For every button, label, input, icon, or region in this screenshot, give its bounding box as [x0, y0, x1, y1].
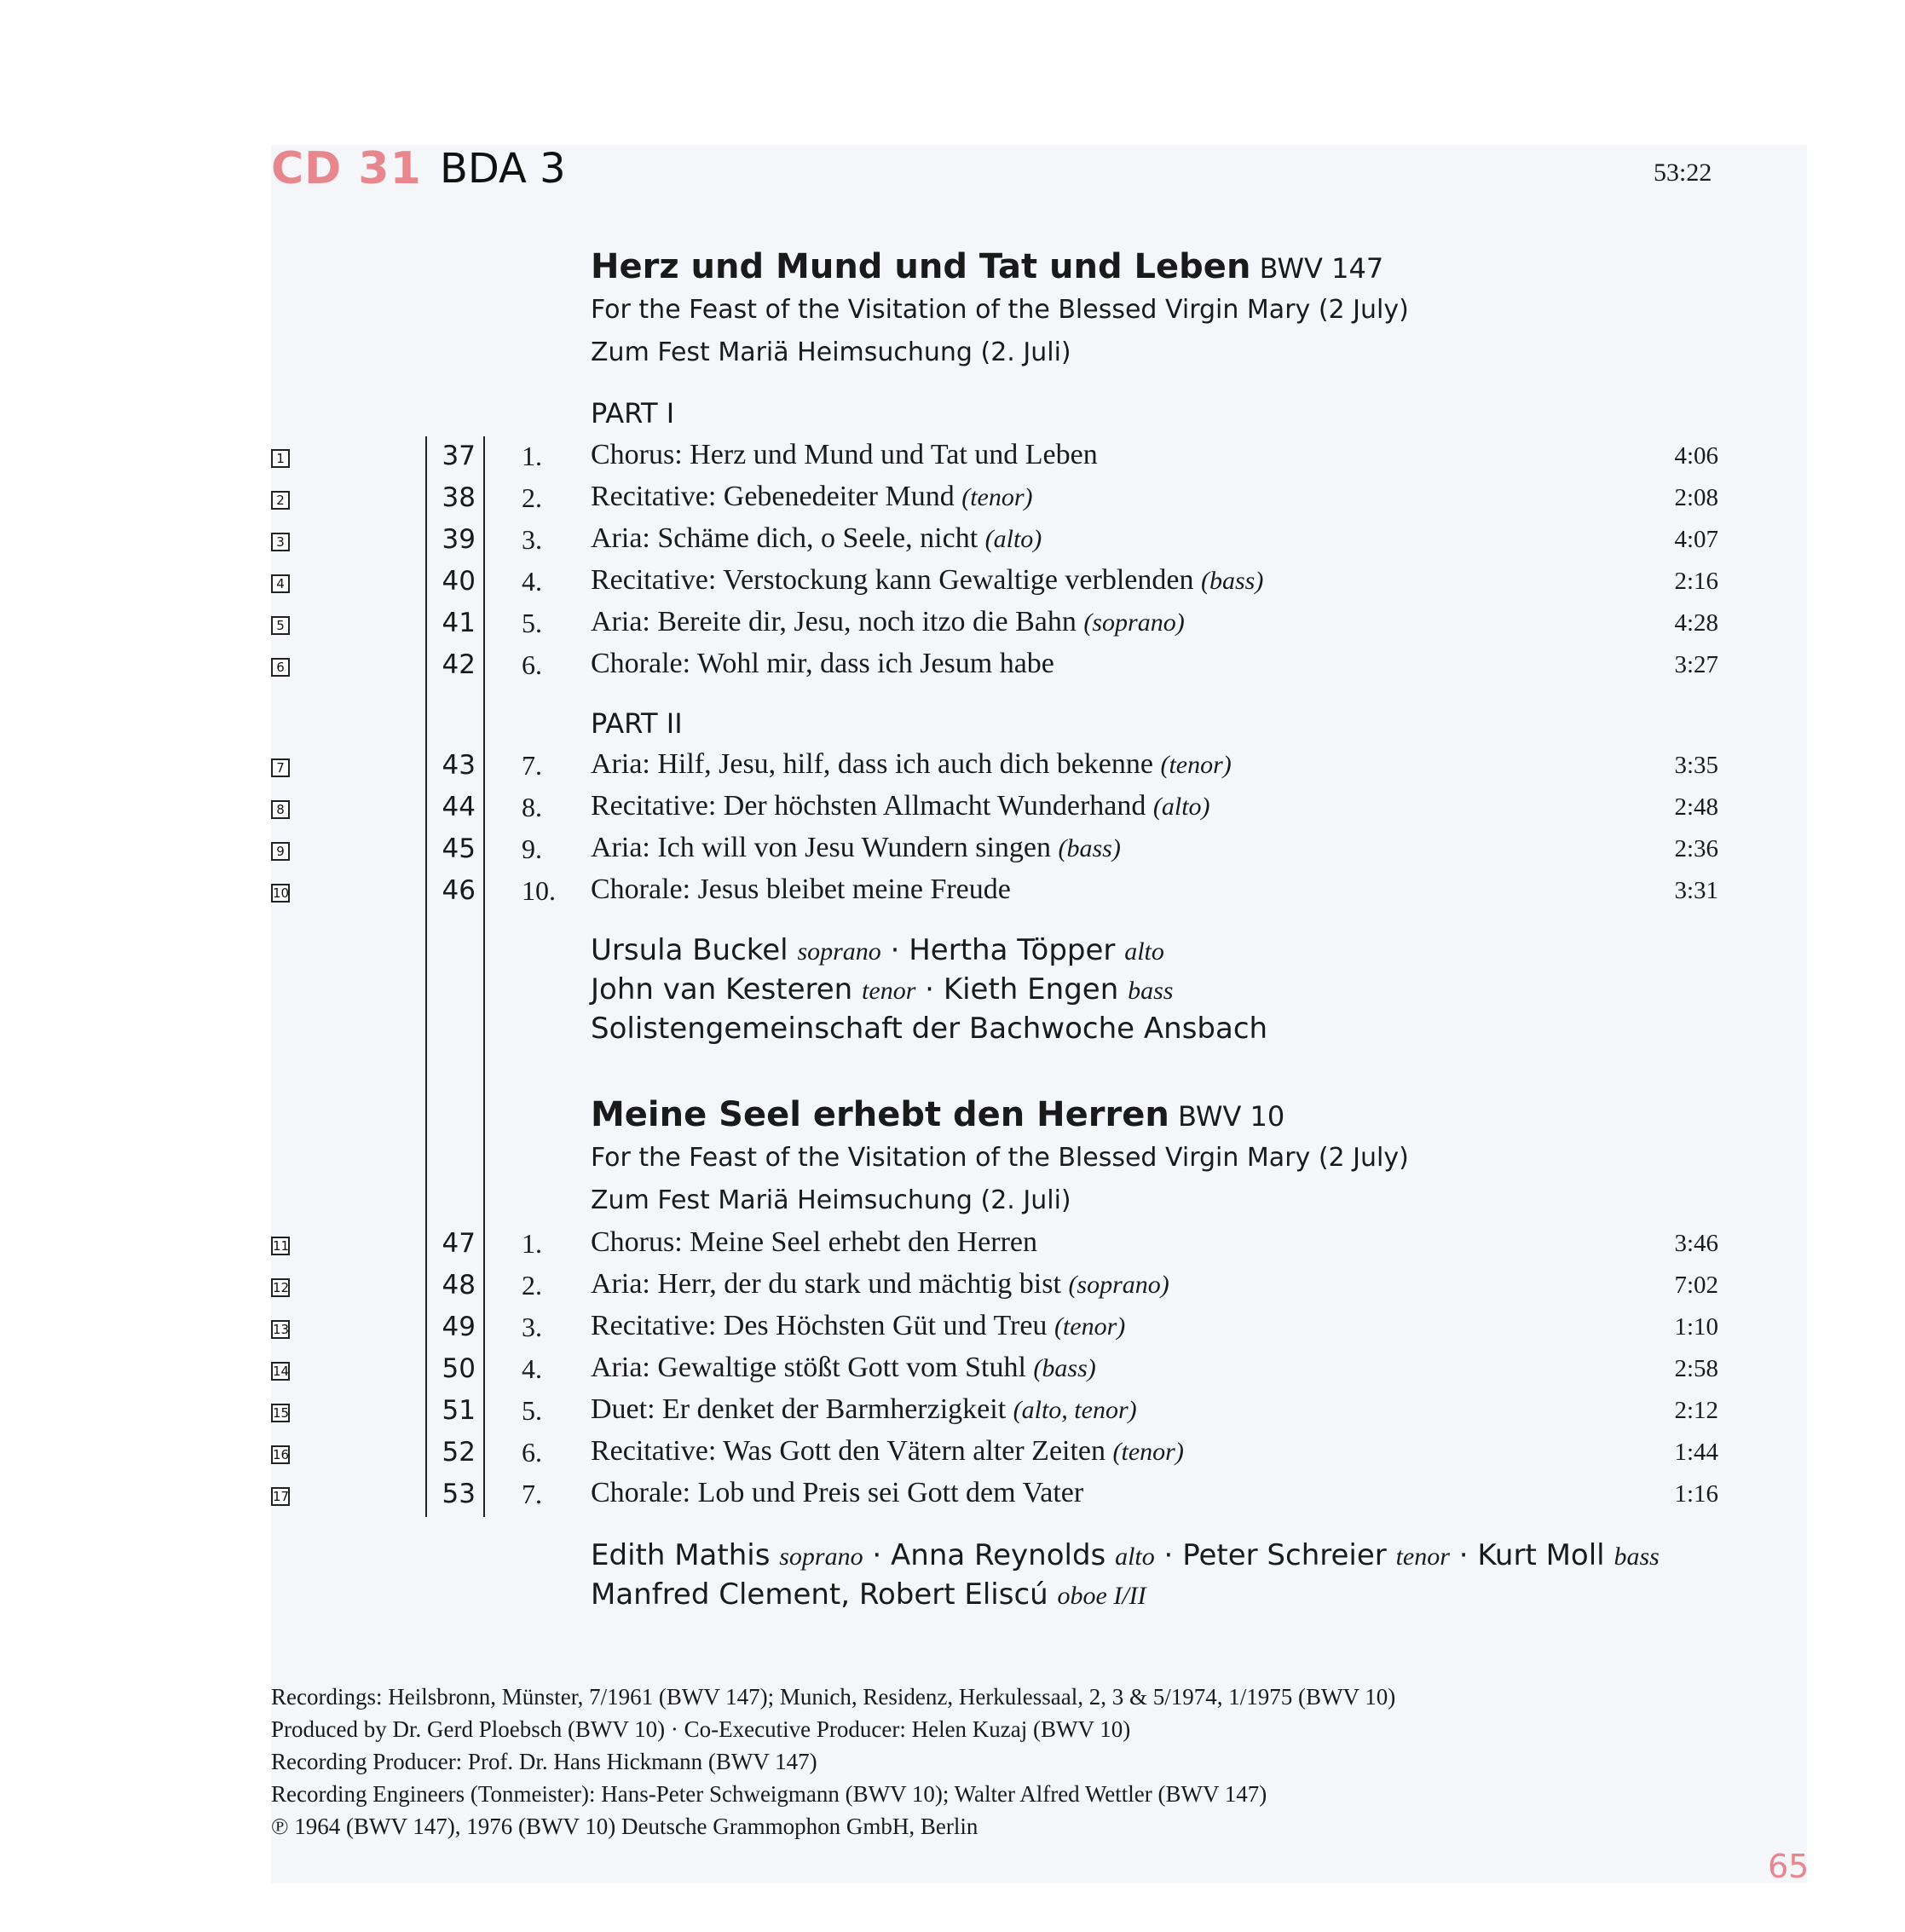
- page-number: 65: [1768, 1848, 1810, 1885]
- disc-track-number: 45: [442, 833, 476, 864]
- performer-role: bass: [1128, 977, 1174, 1005]
- disc-track-number: 50: [442, 1353, 476, 1384]
- disc-track-number: 44: [442, 792, 476, 822]
- movement-number: 1.: [522, 1228, 542, 1259]
- total-duration: 53:22: [1654, 159, 1712, 187]
- track-index-box: 11: [273, 1238, 290, 1254]
- movement-name: Chorus: Meine Seel erhebt den Herren: [591, 1226, 1037, 1258]
- movement-name: Aria: Herr, der du stark und mächtig bist: [591, 1268, 1061, 1300]
- movement-name: Recitative: Verstockung kann Gewaltige verblenden: [591, 564, 1194, 596]
- disc-track-number: 51: [442, 1395, 476, 1426]
- track-duration: 1:16: [1674, 1480, 1718, 1508]
- track-index-box: 10: [273, 885, 290, 901]
- work-name: Herz und Mund und Tat und Leben: [591, 247, 1251, 286]
- disc-track-number: 41: [442, 608, 476, 638]
- movement-number: 6.: [522, 649, 542, 680]
- track-duration: 2:58: [1674, 1355, 1718, 1382]
- credit-line: Recording Producer: Prof. Dr. Hans Hickmann (BWV 147): [271, 1749, 817, 1774]
- movement-title: [591, 439, 1098, 471]
- subtitle-english: For the Feast of the Visitation of the Blessed Virgin Mary (2 July): [591, 295, 1409, 325]
- voice-type: (alto): [984, 525, 1042, 553]
- movement-number: 2.: [522, 482, 542, 513]
- performer-name: Peter Schreier: [1182, 1538, 1387, 1572]
- voice-type: (bass): [1033, 1354, 1096, 1382]
- track-duration: 4:28: [1674, 609, 1718, 637]
- performer-role: soprano: [797, 937, 881, 966]
- performer-role: alto: [1115, 1543, 1155, 1571]
- disc-track-number: 48: [442, 1270, 476, 1300]
- movement-number: 9.: [522, 833, 542, 864]
- column-rule-left: [425, 436, 427, 1517]
- movement-name: Chorale: Jesus bleibet meine Freude: [591, 874, 1011, 905]
- performer-name: Solistengemeinschaft der Bachwoche Ansbach: [591, 1012, 1268, 1046]
- track-index-box: 17: [273, 1489, 290, 1504]
- movement-number: 3.: [522, 524, 542, 555]
- movement-name: Aria: Gewaltige stößt Gott vom Stuhl: [591, 1352, 1026, 1383]
- performer-line: John van Kesteren tenor · Kieth Engen bass: [591, 972, 1174, 1006]
- movement-title: [591, 481, 1033, 513]
- movement-number: 5.: [522, 608, 542, 638]
- performer-name: Edith Mathis: [591, 1538, 771, 1572]
- track-duration: 2:12: [1674, 1397, 1718, 1424]
- movement-title: [591, 522, 1042, 555]
- movement-title: [591, 874, 1011, 906]
- track-duration: 4:06: [1674, 442, 1718, 470]
- performer-name: John van Kesteren: [591, 972, 853, 1006]
- performer-role: tenor: [862, 977, 916, 1005]
- track-duration: 1:44: [1674, 1439, 1718, 1466]
- track-duration: 2:16: [1674, 568, 1718, 595]
- movement-name: Chorale: Wohl mir, dass ich Jesum habe: [591, 648, 1054, 679]
- movement-title: [591, 790, 1210, 822]
- track-duration: 1:10: [1674, 1313, 1718, 1341]
- movement-name: Aria: Schäme dich, o Seele, nicht: [591, 522, 978, 554]
- track-duration: 2:08: [1674, 484, 1718, 511]
- track-index-box: 8: [271, 800, 290, 819]
- performer-role: oboe I/II: [1057, 1582, 1146, 1610]
- movement-name: Aria: Ich will von Jesu Wundern singen: [591, 832, 1052, 863]
- movement-title: [591, 1226, 1037, 1259]
- disc-track-number: 49: [442, 1312, 476, 1342]
- movement-title: [591, 832, 1121, 864]
- performer-line: Ursula Buckel soprano · Hertha Töpper alto: [591, 933, 1164, 967]
- performer-role: bass: [1613, 1543, 1660, 1571]
- performer-name: Anna Reynolds: [891, 1538, 1106, 1572]
- performer-name: Kurt Moll: [1477, 1538, 1605, 1572]
- voice-type: (alto): [1152, 793, 1210, 821]
- movement-number: 7.: [522, 750, 542, 781]
- movement-title: [591, 648, 1054, 680]
- voice-type: (soprano): [1068, 1271, 1169, 1299]
- performer-line: [591, 1577, 1146, 1612]
- movement-title: [591, 1435, 1184, 1468]
- movement-title: [591, 1352, 1096, 1384]
- performer-name: Manfred Clement, Robert Eliscú: [591, 1577, 1048, 1612]
- movement-title: [591, 1268, 1169, 1300]
- track-duration: 2:48: [1674, 793, 1718, 821]
- disc-track-number: 52: [442, 1437, 476, 1468]
- track-index-box: 13: [273, 1322, 290, 1337]
- movement-number: 6.: [522, 1437, 542, 1468]
- movement-name: Recitative: Des Höchsten Güt und Treu: [591, 1310, 1048, 1341]
- movement-name: Recitative: Gebenedeiter Mund: [591, 481, 955, 512]
- voice-type: (bass): [1200, 567, 1264, 595]
- work-name: Meine Seel erhebt den Herren: [591, 1095, 1169, 1134]
- disc-track-number: 38: [442, 482, 476, 513]
- movement-name: Recitative: Der höchsten Allmacht Wunderhand: [591, 790, 1146, 822]
- voice-type: (tenor): [961, 483, 1033, 511]
- movement-title: [591, 1477, 1083, 1509]
- movement-title: [591, 606, 1185, 638]
- movement-number: 3.: [522, 1312, 542, 1342]
- disc-track-number: 46: [442, 875, 476, 906]
- track-duration: 4:07: [1674, 526, 1718, 553]
- track-index-box: 5: [271, 616, 290, 635]
- performer-role: alto: [1124, 937, 1164, 966]
- credit-line: Produced by Dr. Gerd Ploebsch (BWV 10) · Co-Executive Producer: Helen Kuzaj (BWV 10): [271, 1716, 1131, 1742]
- movement-number: 7.: [522, 1479, 542, 1509]
- voice-type: (soprano): [1083, 608, 1185, 637]
- movement-title: [591, 1393, 1137, 1426]
- track-index-box: 15: [273, 1405, 290, 1421]
- track-index-box: 6: [271, 658, 290, 677]
- track-index-box: 7: [271, 758, 290, 777]
- voice-type: (alto, tenor): [1013, 1396, 1137, 1424]
- bwv-number: BWV 147: [1250, 252, 1384, 285]
- performer-role: soprano: [779, 1543, 863, 1571]
- movement-number: 1.: [522, 441, 542, 471]
- movement-title: [591, 1310, 1125, 1342]
- disc-track-number: 42: [442, 649, 476, 680]
- performer-name: Ursula Buckel: [591, 933, 788, 967]
- track-duration: 3:46: [1674, 1230, 1718, 1257]
- movement-name: Chorus: Herz und Mund und Tat und Leben: [591, 439, 1098, 470]
- track-index-box: 16: [273, 1447, 290, 1462]
- movement-number: 4.: [522, 566, 542, 597]
- movement-name: Duet: Er denket der Barmherzigkeit: [591, 1393, 1007, 1425]
- disc-track-number: 47: [442, 1228, 476, 1259]
- track-duration: 3:27: [1674, 651, 1718, 678]
- credit-line: Recordings: Heilsbronn, Münster, 7/1961 (BWV 147); Munich, Residenz, Herkulessaal, 2, 3 & 5/1974, 1/1975 (BWV 10): [271, 1684, 1396, 1710]
- voice-type: (tenor): [1112, 1438, 1184, 1466]
- movement-number: 8.: [522, 792, 542, 822]
- bwv-number: BWV 10: [1169, 1100, 1285, 1133]
- disc-track-number: 37: [442, 441, 476, 471]
- disc-track-number: 53: [442, 1479, 476, 1509]
- column-rule-right: [483, 436, 485, 1517]
- track-duration: 7:02: [1674, 1272, 1718, 1299]
- subtitle-german: Zum Fest Mariä Heimsuchung (2. Juli): [591, 337, 1071, 367]
- movement-number: 2.: [522, 1270, 542, 1300]
- track-index-box: 3: [271, 533, 290, 551]
- cd-number: CD 31: [271, 143, 422, 194]
- track-duration: 2:36: [1674, 835, 1718, 862]
- movement-title: [591, 748, 1232, 781]
- part-heading: PART I: [591, 397, 675, 430]
- movement-number: 5.: [522, 1395, 542, 1426]
- track-duration: 3:35: [1674, 752, 1718, 779]
- work-title: [591, 1095, 1284, 1134]
- work-title: [591, 247, 1383, 286]
- bda-label: BDA 3: [440, 145, 566, 193]
- performer-line: Edith Mathis soprano · Anna Reynolds alto · Peter Schreier tenor · Kurt Moll bass: [591, 1538, 1660, 1572]
- movement-name: Chorale: Lob und Preis sei Gott dem Vater: [591, 1477, 1084, 1508]
- performer-name: Kieth Engen: [943, 972, 1119, 1006]
- track-index-box: 14: [273, 1364, 290, 1379]
- voice-type: (tenor): [1054, 1312, 1126, 1341]
- track-index-box: 2: [271, 491, 290, 510]
- credit-line: Recording Engineers (Tonmeister): Hans-Peter Schweigmann (BWV 10); Walter Alfred Wettler (BWV 147): [271, 1781, 1267, 1807]
- movement-number: 10.: [522, 875, 556, 906]
- track-index-box: 4: [271, 574, 290, 593]
- subtitle-german: Zum Fest Mariä Heimsuchung (2. Juli): [591, 1185, 1071, 1215]
- track-index-box: 9: [271, 842, 290, 861]
- disc-track-number: 40: [442, 566, 476, 597]
- performer-role: tenor: [1395, 1543, 1450, 1571]
- track-duration: 3:31: [1674, 877, 1718, 904]
- movement-title: [591, 564, 1263, 597]
- subtitle-english: For the Feast of the Visitation of the Blessed Virgin Mary (2 July): [591, 1143, 1409, 1173]
- part-heading: PART II: [591, 707, 683, 740]
- movement-name: Aria: Bereite dir, Jesu, noch itzo die Bahn: [591, 606, 1077, 637]
- credit-line: ℗ 1964 (BWV 147), 1976 (BWV 10) Deutsche Grammophon GmbH, Berlin: [271, 1814, 978, 1839]
- disc-track-number: 39: [442, 524, 476, 555]
- performer-line: [591, 1012, 1267, 1046]
- track-index-box: 1: [271, 449, 290, 468]
- movement-name: Aria: Hilf, Jesu, hilf, dass ich auch dich bekenne: [591, 748, 1153, 780]
- disc-track-number: 43: [442, 750, 476, 781]
- voice-type: (bass): [1058, 834, 1121, 862]
- voice-type: (tenor): [1160, 751, 1232, 779]
- movement-number: 4.: [522, 1353, 542, 1384]
- performer-name: Hertha Töpper: [909, 933, 1116, 967]
- movement-name: Recitative: Was Gott den Vätern alter Zeiten: [591, 1435, 1106, 1467]
- track-index-box: 12: [273, 1280, 290, 1295]
